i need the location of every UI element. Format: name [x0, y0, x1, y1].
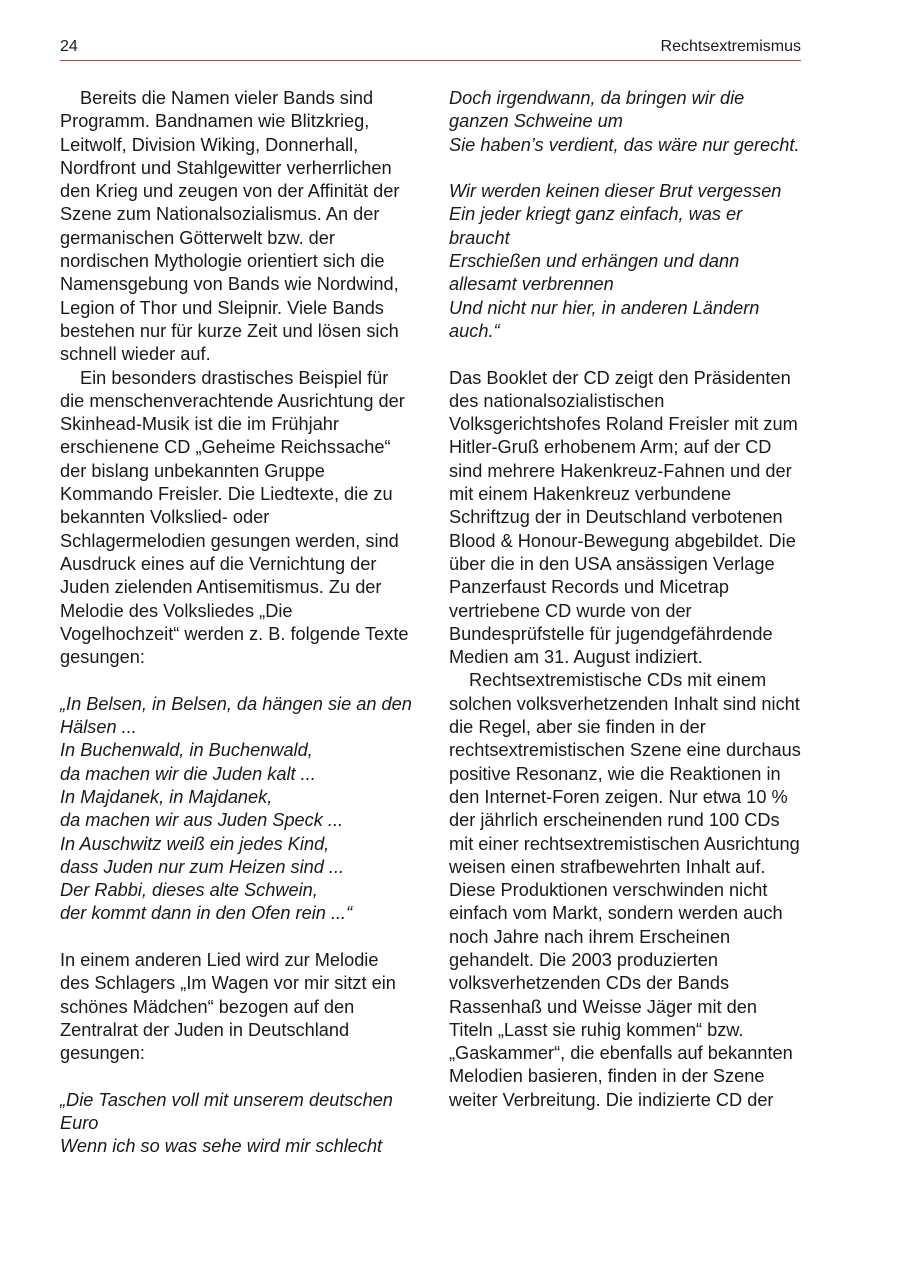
body-paragraph: In einem anderen Lied wird zur Melodie des Schlagers „Im Wagen vor mir sitzt ein schönes Mädchen“ bezogen auf den Zentralrat der Juden in Deutschland gesungen: [60, 949, 396, 1064]
song-quote [60, 1089, 412, 1159]
quote-line: Wenn ich so was sehe wird mir schlecht [60, 1136, 383, 1157]
quote-line: Der Rabbi, dieses alte Schwein, [60, 880, 318, 901]
spacer [60, 669, 412, 692]
song-quote [449, 180, 801, 343]
page-header [60, 36, 801, 61]
quote-line: Ein jeder kriegt ganz einfach, was er braucht [449, 204, 743, 248]
right-column [449, 87, 801, 1112]
spacer [60, 1065, 412, 1088]
quote-line: der kommt dann in den Ofen rein ...“ [60, 903, 353, 924]
quote-line: da machen wir die Juden kalt ... [60, 763, 316, 784]
quote-line: In Buchenwald, in Buchenwald, [60, 740, 313, 761]
quote-line: Wir werden keinen dieser Brut vergessen [449, 181, 782, 202]
body-paragraph: Bereits die Namen vieler Bands sind Programm. Bandnamen wie Blitzkrieg, Leitwolf, Division Wiking, Donnerhall, Nordfront und Stahlgewitter verherrlichen den Krieg und zeugen von der Affinität der Szene zum Nationalsozialismus. An der germanischen Götterwelt bzw. der nordischen Mythologie orientiert sich die Namensgebung von Bands wie Nordwind, Legion of Thor und Sleipnir. Viele Bands bestehen nur für kurze Zeit und lösen sich schnell wieder auf. [60, 88, 400, 365]
spacer [60, 926, 412, 949]
quote-line: da machen wir aus Juden Speck ... [60, 810, 344, 831]
body-paragraph: Rechtsextremistische CDs mit einem solchen volksverhetzenden Inhalt sind nicht die Regel, aber sie finden in der rechtsextremistischen Szene eine durchaus positive Resonanz, wie die Reaktionen in den Internet-Foren zeigen. Nur etwa 10 % der jährlich erscheinenden rund 100 CDs mit einer rechtsextremistischen Ausrichtung weisen einen strafbewehrten Inhalt auf. Diese Produktionen verschwinden nicht einfach vom Markt, sondern werden auch noch Jahre nach ihrem Erscheinen gehandelt. Die 2003 produzierten volksverhetzenden CDs der Bands Rassenhaß und Weisse Jäger mit den Titeln „Lasst sie ruhig kommen“ bzw. „Gaskammer“, die ebenfalls auf bekannten Melodien basieren, finden in der Szene weiter Verbreitung. Die indizierte CD der [449, 670, 801, 1110]
page-number: 24 [60, 38, 78, 55]
body-paragraph: Ein besonders drastisches Beispiel für die menschenverachtende Ausrichtung der Skinhead-Musik ist die im Frühjahr erschienene CD „Geheime Reichssache“ der bislang unbekannten Gruppe Kommando Freisler. Die Liedtexte, die zu bekannten Volkslied- oder Schlagermelodien gesungen werden, sind Ausdruck eines auf die Vernichtung der Juden zielenden Antisemitismus. Zu der Melodie des Volksliedes „Die Vogelhochzeit“ werden z. B. folgende Texte gesungen: [60, 367, 409, 668]
quote-line: Und nicht nur hier, in anderen Ländern auch.“ [449, 297, 760, 341]
quote-line: „In Belsen, in Belsen, da hängen sie an den Hälsen ... [60, 693, 412, 738]
left-column [60, 87, 412, 1159]
body-paragraph: Das Booklet der CD zeigt den Präsidenten des nationalsozialistischen Volksgerichtshofes Roland Freisler mit zum Hitler-Gruß erhobenem Arm; auf der CD sind mehrere Hakenkreuz-Fahnen und der mit einem Hakenkreuz verbundene Schriftzug der in Deutschland verbotenen Blood & Honour-Bewegung abgebildet. Die über die in den USA ansässigen Verlage Panzerfaust Records und Micetrap vertriebene CD wurde von der Bundesprüfstelle für jugendgefährdende Medien am 31. August indiziert. [449, 367, 798, 668]
song-quote [60, 693, 412, 926]
running-title: Rechtsextremismus [660, 38, 801, 55]
spacer [449, 343, 801, 366]
quote-line: In Auschwitz weiß ein jedes Kind, [60, 833, 330, 854]
quote-line: Doch irgendwann, da bringen wir die ganzen Schweine um [449, 88, 745, 132]
quote-line: dass Juden nur zum Heizen sind ... [60, 856, 345, 877]
song-quote [449, 87, 801, 157]
quote-line: In Majdanek, in Majdanek, [60, 786, 273, 807]
quote-line: Sie haben’s verdient, das wäre nur gerecht. [449, 134, 800, 155]
spacer [449, 157, 801, 180]
quote-line: „Die Taschen voll mit unserem deutschen Euro [60, 1089, 393, 1134]
quote-line: Erschießen und erhängen und dann allesamt verbrennen [449, 251, 740, 295]
